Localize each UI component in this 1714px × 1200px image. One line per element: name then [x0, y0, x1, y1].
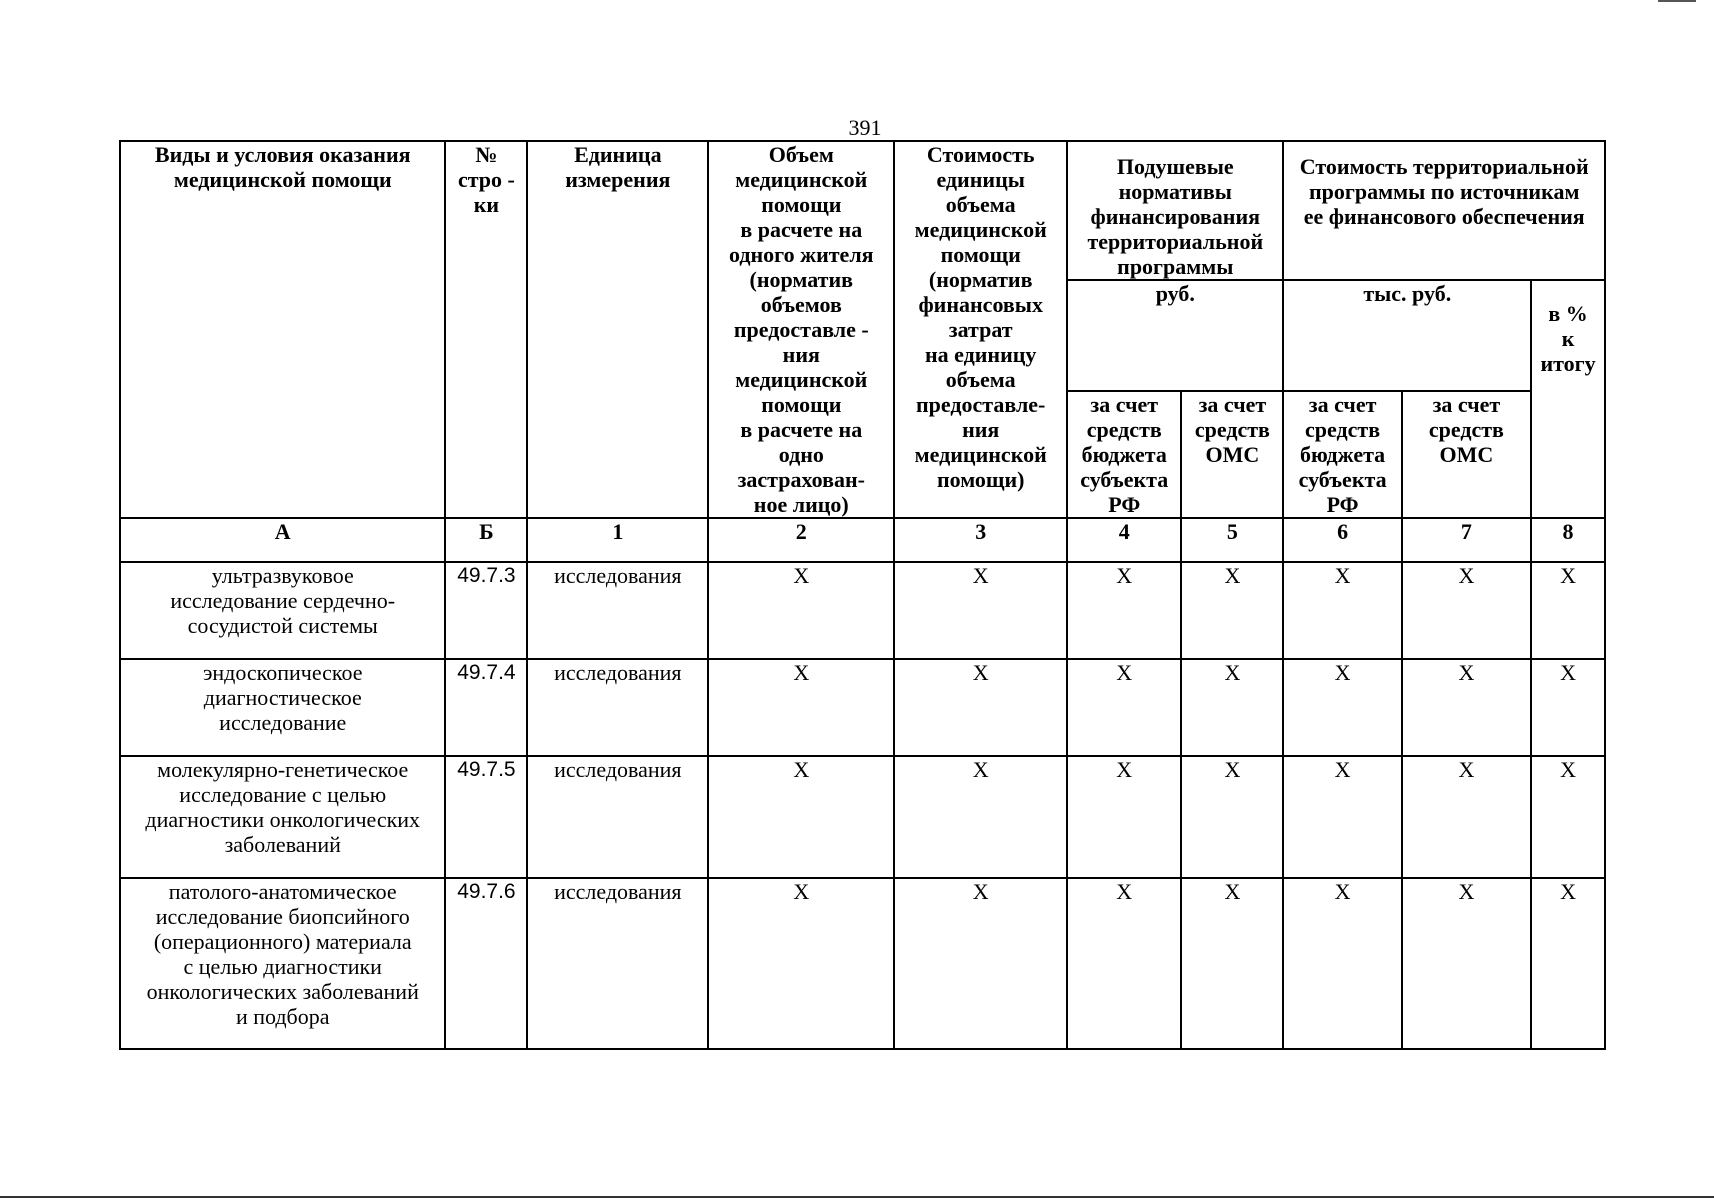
header-oms-thous: за счет средств ОМС	[1402, 391, 1531, 518]
row-value: X	[894, 756, 1067, 878]
row-value: X	[1181, 562, 1283, 659]
row-value: X	[894, 878, 1067, 1049]
row-value: X	[1067, 878, 1181, 1049]
row-value: X	[1402, 659, 1531, 756]
table-row	[120, 756, 1605, 878]
column-index-row	[120, 518, 1605, 562]
row-unit: исследования	[527, 659, 708, 756]
header-budget-thous: за счет средств бюджета субъекта РФ	[1283, 391, 1401, 518]
row-value: X	[1067, 756, 1181, 878]
row-value: X	[1283, 659, 1401, 756]
header-line-number: № стро - ки	[445, 141, 527, 518]
index-cell: А	[120, 518, 445, 562]
row-value: X	[1402, 878, 1531, 1049]
row-value: X	[708, 756, 894, 878]
header-unit-cost: Стоимость единицы объема медицинской помощи (норматив финансовых затрат на единицу объема предоставле- ния медицинской помощи)	[894, 141, 1067, 518]
index-cell: 8	[1531, 518, 1605, 562]
row-unit: исследования	[527, 756, 708, 878]
row-line-number: 49.7.6	[445, 878, 527, 1049]
header-program-cost-group: Стоимость территориальной программы по источникам ее финансового обеспечения	[1283, 141, 1605, 280]
index-cell: 3	[894, 518, 1067, 562]
row-value: X	[1531, 878, 1605, 1049]
row-value: X	[1531, 562, 1605, 659]
table-row	[120, 562, 1605, 659]
table-row	[120, 659, 1605, 756]
row-value: X	[894, 562, 1067, 659]
row-description: ультразвуковое исследование сердечно- сосудистой системы	[120, 562, 445, 659]
row-value: X	[1067, 659, 1181, 756]
row-unit: исследования	[527, 878, 708, 1049]
header-percent-total: в % к итогу	[1531, 280, 1605, 518]
header-unit: Единица измерения	[527, 141, 708, 518]
header-rub: руб.	[1067, 280, 1283, 391]
index-cell: 6	[1283, 518, 1401, 562]
row-value: X	[1531, 659, 1605, 756]
row-description: молекулярно-генетическое исследование с целью диагностики онкологических заболеваний	[120, 756, 445, 878]
index-cell: 7	[1402, 518, 1531, 562]
index-cell: Б	[445, 518, 527, 562]
index-cell: 5	[1181, 518, 1283, 562]
financing-table	[119, 140, 1606, 1050]
row-unit: исследования	[527, 562, 708, 659]
row-value: X	[1181, 878, 1283, 1049]
row-description: патолого-анатомическое исследование биопсийного (операционного) материала с целью диагностики онкологических заболеваний и подбора	[120, 878, 445, 1049]
index-cell: 1	[527, 518, 708, 562]
row-value: X	[1283, 756, 1401, 878]
index-cell: 2	[708, 518, 894, 562]
row-value: X	[894, 659, 1067, 756]
row-line-number: 49.7.4	[445, 659, 527, 756]
header-budget-rub: за счет средств бюджета субъекта РФ	[1067, 391, 1181, 518]
row-value: X	[1402, 562, 1531, 659]
page-corner-mark	[1658, 0, 1696, 2]
row-line-number: 49.7.3	[445, 562, 527, 659]
row-value: X	[708, 562, 894, 659]
header-per-capita-group: Подушевые нормативы финансирования территориальной программы	[1067, 141, 1283, 280]
row-value: X	[708, 659, 894, 756]
page-bottom-edge	[0, 1196, 1714, 1198]
row-value: X	[1283, 562, 1401, 659]
row-value: X	[1181, 756, 1283, 878]
table-row	[120, 878, 1605, 1049]
header-thous-rub: тыс. руб.	[1283, 280, 1531, 391]
row-value: X	[1531, 756, 1605, 878]
page-number: 391	[848, 115, 882, 140]
header-oms-rub: за счет средств ОМС	[1181, 391, 1283, 518]
row-line-number: 49.7.5	[445, 756, 527, 878]
row-value: X	[1283, 878, 1401, 1049]
header-service-types: Виды и условия оказания медицинской помощи	[120, 141, 445, 518]
row-value: X	[708, 878, 894, 1049]
index-cell: 4	[1067, 518, 1181, 562]
row-value: X	[1181, 659, 1283, 756]
row-description: эндоскопическое диагностическое исследование	[120, 659, 445, 756]
row-value: X	[1067, 562, 1181, 659]
row-value: X	[1402, 756, 1531, 878]
header-volume: Объем медицинской помощи в расчете на одного жителя (норматив объемов предоставле - ния медицинской помощи в расчете на одно застрахован- ное лицо)	[708, 141, 894, 518]
